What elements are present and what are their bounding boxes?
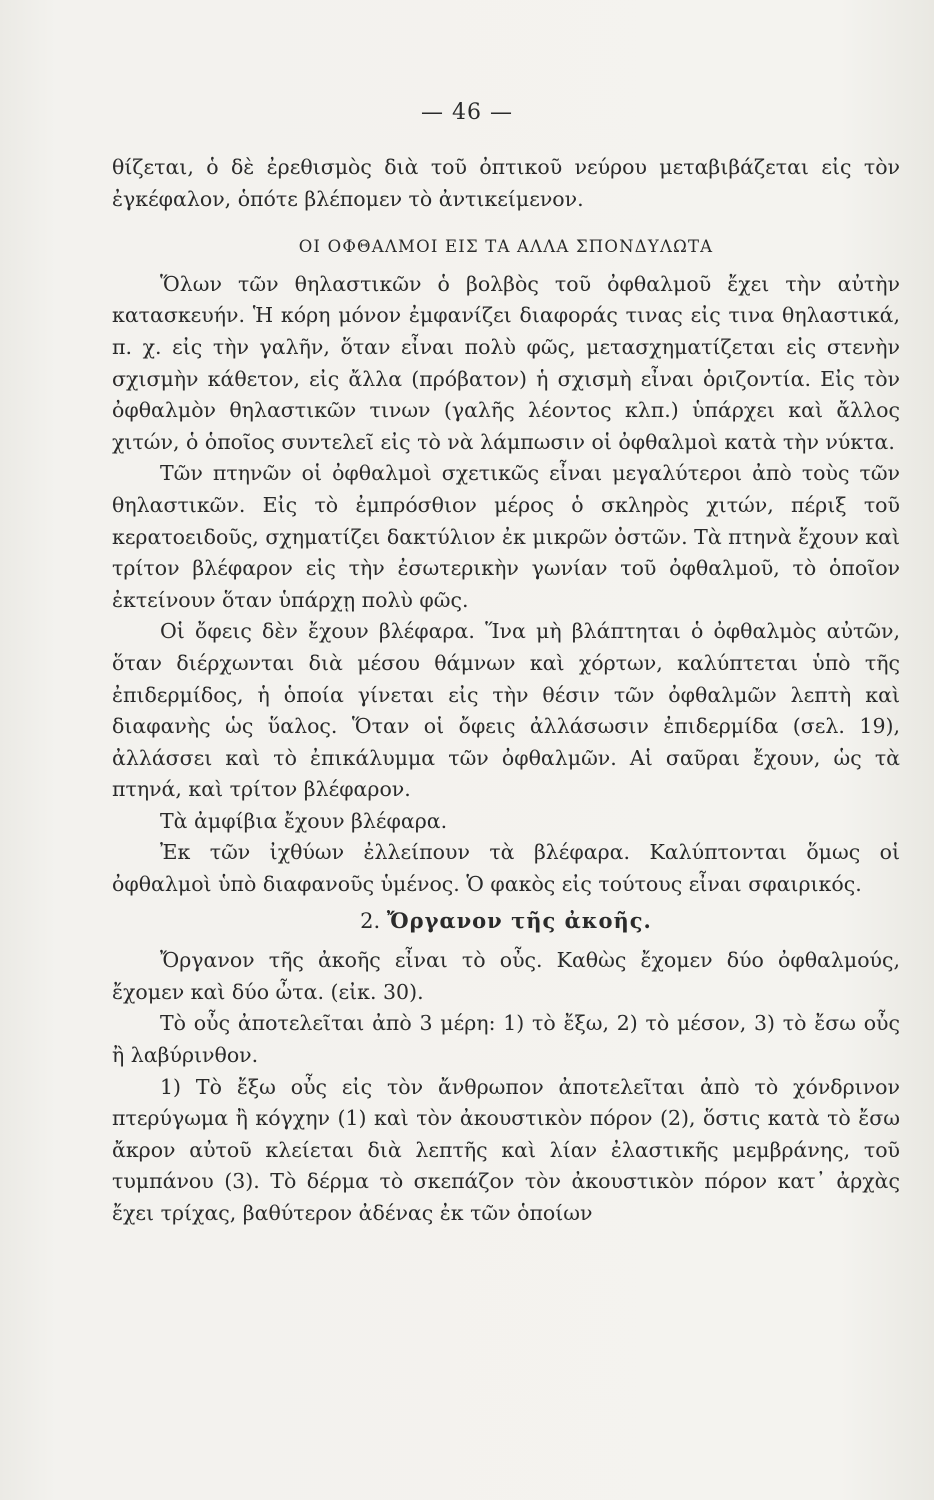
paragraph: Ὅλων τῶν θηλαστικῶν ὁ βολβὸς τοῦ ὀφθαλμοῦ ἔχει τὴν αὐτὴν κατασκευήν. Ἡ κόρη μόνον ἐμφανίζει διαφοράς τινας εἰς τινα θηλαστικά, π. χ. εἰς τὴν γαλῆν, ὅταν εἶναι πολὺ φῶς, μετασχηματίζεται εἰς στενὴν σχισμὴν κάθετον, εἰς ἄλλα (πρόβατον) ἡ σχισμὴ εἶναι ὁριζοντία. Εἰς τὸν ὀφθαλμὸν θηλαστικῶν τινων (γαλῆς λέοντος κλπ.) ὑπάρχει καὶ ἄλλος χιτών, ὁ ὁποῖος συντελεῖ εἰς τὸ νὰ λάμπωσιν οἱ ὀφθαλμοὶ κατὰ τὴν νύκτα. bbox=[112, 271, 900, 454]
subheading bbox=[112, 905, 900, 938]
paragraph-continuation: θίζεται, ὁ δὲ ἐρεθισμὸς διὰ τοῦ ὀπτικοῦ νεύρου μεταβιβάζεται εἰς τὸν ἐγκέφαλον, ὁπότε βλέπομεν τὸ ἀντικείμενον. bbox=[112, 155, 900, 211]
paragraph: Τὰ ἀμφίβια ἔχουν βλέφαρα. bbox=[160, 808, 448, 833]
paragraph: 1) Τὸ ἔξω οὖς εἰς τὸν ἄνθρωπον ἀποτελεῖται ἀπὸ τὸ χόνδρινον πτερύγωμα ἢ κόγχην (1) καὶ τὸν ἀκουστικὸν πόρον (2), ὅστις κατὰ τὸ ἔσω ἄκρον αὐτοῦ κλείεται διὰ λεπτῆς καὶ λίαν ἐλαστικῆς μεμβράνης, τοῦ τυμπάνου (3). Τὸ δέρμα τὸ σκεπάζον τὸν ἀκουστικὸν πόρον κατ᾽ ἀρχὰς ἔχει τρίχας, βαθύτερον ἀδένας ἐκ τῶν ὁποίων bbox=[112, 1074, 900, 1225]
section-heading: ΟΙ ΟΦΘΑΛΜΟΙ ΕΙΣ ΤΑ ΑΛΛΑ ΣΠΟΝΔΥΛΩΤΑ bbox=[298, 237, 714, 257]
paragraph: Ἐκ τῶν ἰχθύων ἐλλείπουν τὰ βλέφαρα. Καλύπτονται ὅμως οἱ ὀφθαλμοὶ ὑπὸ διαφανοῦς ὑμένος. Ὁ φακὸς εἰς τούτους εἶναι σφαιρικός. bbox=[112, 840, 900, 897]
paragraph: Ὄργανον τῆς ἀκοῆς εἶναι τὸ οὖς. Καθὼς ἔχομεν δύο ὀφθαλμούς, ἔχομεν καὶ δύο ὦτα. (εἰκ. 30). bbox=[112, 948, 900, 1004]
page-content bbox=[112, 152, 900, 1230]
subheading-title: Ὄργανον τῆς ἀκοῆς. bbox=[386, 907, 652, 933]
paragraph: Οἱ ὄφεις δὲν ἔχουν βλέφαρα. Ἵνα μὴ βλάπτηται ὁ ὀφθαλμὸς αὐτῶν, ὅταν διέρχωνται διὰ μέσου θάμνων καὶ χόρτων, καλύπτεται ὑπὸ τῆς ἐπιδερμίδος, ἡ ὁποία γίνεται εἰς τὴν θέσιν τῶν ὀφθαλμῶν λεπτὴ καὶ διαφανὴς ὡς ὕαλος. Ὅταν οἱ ὄφεις ἀλλάσωσιν ἐπιδερμίδα (σελ. 19), ἀλλάσσει καὶ τὸ ἐπικάλυμμα τῶν ὀφθαλμῶν. Αἱ σαῦραι ἔχουν, ὡς τὰ πτηνά, καὶ τρίτον βλέφαρον. bbox=[112, 619, 900, 802]
subheading-number: 2. bbox=[360, 908, 381, 933]
page-number: — 46 — bbox=[421, 100, 513, 125]
paragraph: Τὸ οὖς ἀποτελεῖται ἀπὸ 3 μέρη: 1) τὸ ἔξω, 2) τὸ μέσον, 3) τὸ ἔσω οὖς ἢ λαβύρινθον. bbox=[112, 1011, 900, 1068]
paragraph: Τῶν πτηνῶν οἱ ὀφθαλμοὶ σχετικῶς εἶναι μεγαλύτεροι ἀπὸ τοὺς τῶν θηλαστικῶν. Εἰς τὸ ἐμπρόσθιον μέρος ὁ σκληρὸς χιτών, πέριξ τοῦ κερατοειδοῦς, σχηματίζει δακτύλιον ἐκ μικρῶν ὀστῶν. Τὰ πτηνὰ ἔχουν καὶ τρίτον βλέφαρον εἰς τὴν ἐσωτερικὴν γωνίαν τοῦ ὀφθαλμοῦ, τὸ ὁποῖον ἐκτείνουν ὅταν ὑπάρχῃ πολὺ φῶς. bbox=[112, 461, 900, 612]
